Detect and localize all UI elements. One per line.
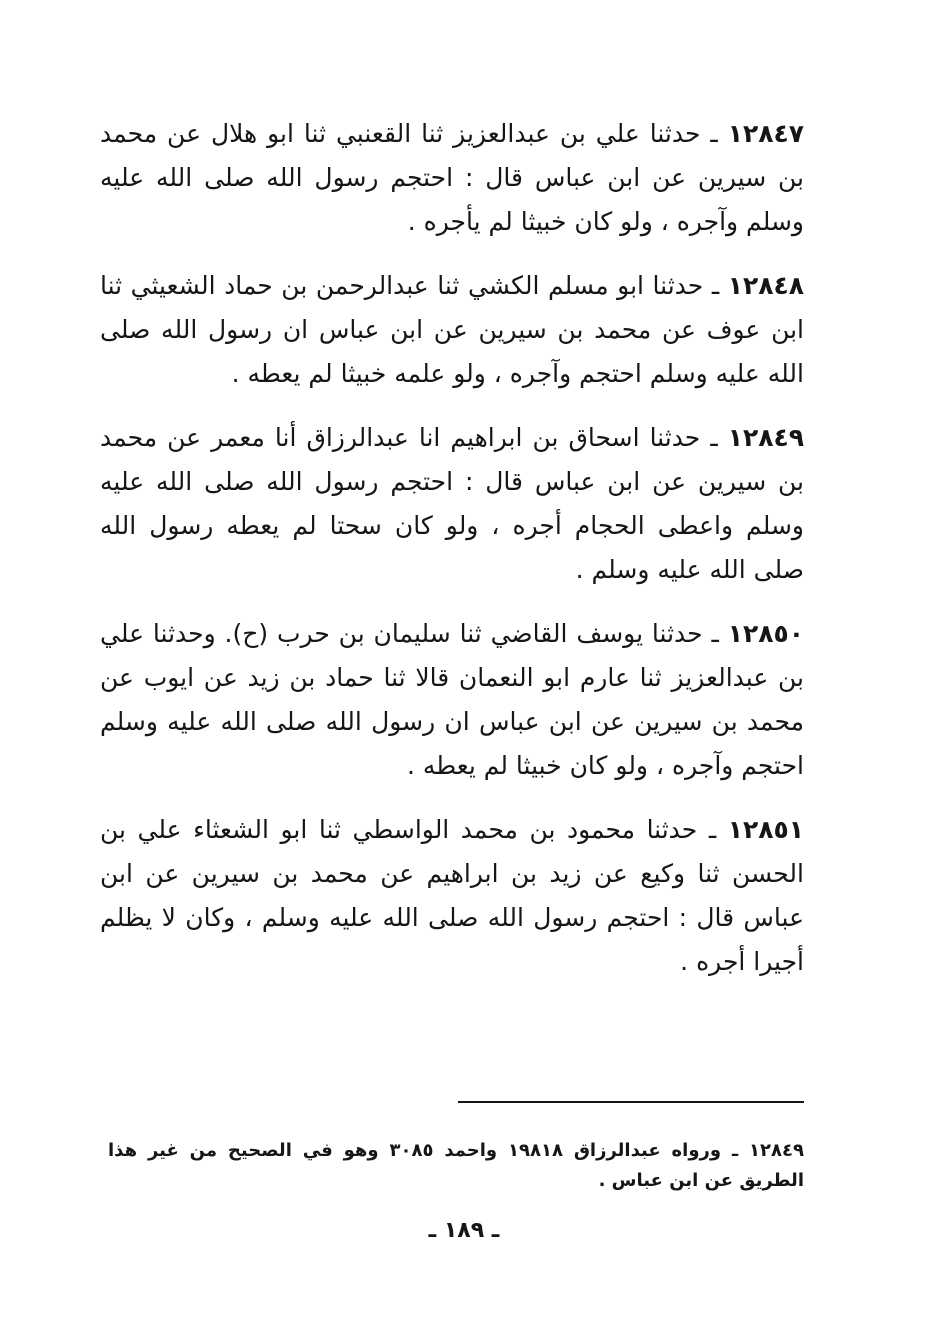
footnote: [108, 1136, 804, 1196]
dash-separator: ـ: [710, 119, 718, 148]
dash-separator: ـ: [710, 423, 718, 452]
hadith-number: ١٢٨٥٠: [727, 619, 804, 648]
hadith-entry: [100, 808, 804, 984]
hadith-text: حدثنا ابو مسلم الكشي ثنا عبدالرحمن بن حماد الشعيثي ثنا ابن عوف عن محمد بن سيرين عن ابن عباس ان رسول الله صلى الله عليه وسلم احتجم وآجره ، ولو علمه خبيثا لم يعطه .: [100, 271, 804, 388]
page-number: ـ ١٨٩ ـ: [428, 1218, 500, 1243]
hadith-number: ١٢٨٤٧: [727, 119, 804, 148]
hadith-text: حدثنا علي بن عبدالعزيز ثنا القعنبي ثنا ابو هلال عن محمد بن سيرين عن ابن عباس قال : احتجم رسول الله صلى الله عليه وسلم وآجره ، ولو كان خبيثا لم يأجره .: [100, 119, 804, 236]
hadith-entry: [100, 112, 804, 244]
hadith-entry: [100, 264, 804, 396]
hadith-number: ١٢٨٥١: [727, 815, 805, 844]
footnote-text: ورواه عبدالرزاق ١٩٨١٨ واحمد ٣٠٨٥ وهو في الصحيح من غير هذا الطريق عن ابن عباس .: [108, 1140, 804, 1191]
hadith-text-block: [100, 112, 804, 1004]
footnote-dash: ـ: [731, 1140, 739, 1161]
hadith-text: حدثنا اسحاق بن ابراهيم انا عبدالرزاق أنا معمر عن محمد بن سيرين عن ابن عباس قال : احتجم رسول الله صلى الله عليه وسلم واعطى الحجام أجره ، ولو كان سحتا لم يعطه رسول الله صلى الله عليه وسلم .: [100, 423, 804, 584]
hadith-text: حدثنا محمود بن محمد الواسطي ثنا ابو الشعثاء علي بن الحسن ثنا وكيع عن زيد بن ابراهيم عن محمد بن سيرين عن ابن عباس قال : احتجم رسول الله صلى الله عليه وسلم ، وكان لا يظلم أجيرا أجره .: [100, 815, 804, 976]
footnote-number: ١٢٨٤٩: [749, 1140, 804, 1161]
footnote-divider: [458, 1101, 804, 1103]
dash-separator: ـ: [708, 815, 717, 844]
hadith-entry: [100, 612, 804, 788]
hadith-entry: [100, 416, 804, 592]
hadith-number: ١٢٨٤٩: [727, 423, 804, 452]
hadith-text: حدثنا يوسف القاضي ثنا سليمان بن حرب (ح). وحدثنا علي بن عبدالعزيز ثنا عارم ابو النعمان قالا ثنا حماد بن زيد عن ايوب عن محمد بن سيرين عن ابن عباس ان رسول الله صلى الله عليه وسلم احتجم وآجره ، ولو كان خبيثا لم يعطه .: [100, 619, 804, 780]
dash-separator: ـ: [711, 271, 720, 300]
hadith-number: ١٢٨٤٨: [727, 271, 804, 300]
dash-separator: ـ: [711, 619, 719, 648]
